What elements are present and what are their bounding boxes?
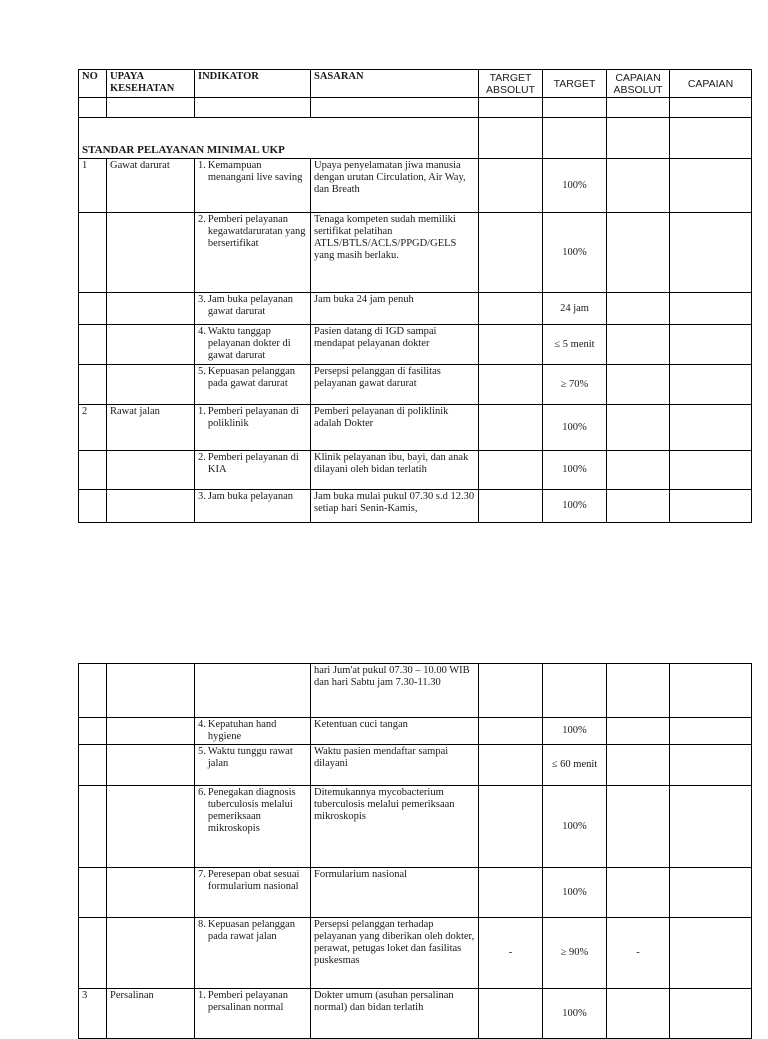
row-no — [79, 451, 107, 490]
row-no — [79, 718, 107, 745]
table-row — [79, 918, 752, 989]
header-capaian: CAPAIAN — [670, 70, 752, 98]
row-capaian-absolut — [607, 786, 670, 868]
row-capaian — [670, 989, 752, 1039]
table-row — [79, 451, 752, 490]
indikator-number: 6. — [198, 787, 206, 798]
row-sasaran: hari Jum'at pukul 07.30 – 10.00 WIB dan hari Sabtu jam 7.30-11.30 — [311, 664, 479, 718]
row-target-absolut — [479, 405, 543, 451]
row-upaya — [107, 490, 195, 523]
indikator-number: 7. — [198, 869, 206, 880]
row-target-absolut — [479, 664, 543, 718]
header-upaya: UPAYA KESEHATAN — [107, 70, 195, 98]
indikator-number: 2. — [198, 214, 206, 225]
row-target: 100% — [543, 989, 607, 1039]
row-target: 100% — [543, 213, 607, 293]
row-capaian — [670, 786, 752, 868]
row-capaian — [670, 490, 752, 523]
table-row — [79, 786, 752, 868]
row-capaian-absolut — [607, 325, 670, 365]
row-indikator — [195, 490, 311, 523]
row-indikator — [195, 664, 311, 718]
row-sasaran: Upaya penyelamatan jiwa manusia dengan urutan Circulation, Air Way, dan Breath — [311, 159, 479, 213]
row-indikator — [195, 718, 311, 745]
row-upaya — [107, 786, 195, 868]
indikator-number: 4. — [198, 326, 206, 337]
row-capaian — [670, 293, 752, 325]
row-target: 100% — [543, 405, 607, 451]
row-capaian-absolut — [607, 405, 670, 451]
row-target — [543, 664, 607, 718]
row-capaian — [670, 325, 752, 365]
indikator-number: 5. — [198, 746, 206, 757]
row-sasaran: Jam buka 24 jam penuh — [311, 293, 479, 325]
spm-table-1 — [78, 69, 752, 523]
header-indikator: INDIKATOR — [195, 70, 311, 98]
row-indikator — [195, 745, 311, 786]
row-no: 2 — [79, 405, 107, 451]
row-target-absolut — [479, 490, 543, 523]
row-target: 100% — [543, 490, 607, 523]
row-target-absolut — [479, 989, 543, 1039]
row-capaian — [670, 918, 752, 989]
row-target-absolut — [479, 293, 543, 325]
row-capaian — [670, 159, 752, 213]
row-capaian — [670, 664, 752, 718]
indikator-number: 1. — [198, 406, 206, 417]
indikator-number: 1. — [198, 990, 206, 1001]
row-target-absolut — [479, 365, 543, 405]
header-no: NO — [79, 70, 107, 98]
table-row — [79, 664, 752, 718]
table-row — [79, 159, 752, 213]
indikator-number: 3. — [198, 294, 206, 305]
indikator-number: 5. — [198, 366, 206, 377]
row-upaya — [107, 868, 195, 918]
row-target-absolut — [479, 745, 543, 786]
row-upaya — [107, 325, 195, 365]
row-target: ≥ 70% — [543, 365, 607, 405]
row-indikator — [195, 405, 311, 451]
row-indikator — [195, 213, 311, 293]
row-capaian — [670, 213, 752, 293]
row-sasaran: Tenaga kompeten sudah memiliki sertifikat pelatihan ATLS/BTLS/ACLS/PPGD/GELS yang masih berlaku. — [311, 213, 479, 293]
row-upaya: Persalinan — [107, 989, 195, 1039]
row-capaian-absolut: - — [607, 918, 670, 989]
table-row — [79, 213, 752, 293]
row-upaya: Gawat darurat — [107, 159, 195, 213]
indikator-text: Waktu tunggu rawat jalan — [207, 746, 293, 769]
row-no — [79, 786, 107, 868]
table-row — [79, 490, 752, 523]
row-no: 3 — [79, 989, 107, 1039]
row-capaian-absolut — [607, 451, 670, 490]
row-capaian — [670, 451, 752, 490]
row-capaian-absolut — [607, 718, 670, 745]
row-target: 100% — [543, 786, 607, 868]
row-target: ≥ 90% — [543, 918, 607, 989]
row-indikator — [195, 451, 311, 490]
row-upaya — [107, 918, 195, 989]
indikator-text: Pemberi pelayanan di KIA — [207, 452, 299, 475]
table-row — [79, 718, 752, 745]
row-sasaran: Klinik pelayanan ibu, bayi, dan anak dilayani oleh bidan terlatih — [311, 451, 479, 490]
row-capaian-absolut — [607, 989, 670, 1039]
spm-table-2 — [78, 663, 752, 1039]
row-sasaran: Ditemukannya mycobacterium tuberculosis melalui pemeriksaan mikroskopis — [311, 786, 479, 868]
row-no — [79, 664, 107, 718]
row-capaian — [670, 718, 752, 745]
row-target: 24 jam — [543, 293, 607, 325]
row-capaian — [670, 868, 752, 918]
row-upaya — [107, 664, 195, 718]
row-capaian-absolut — [607, 365, 670, 405]
indikator-number: 1. — [198, 160, 206, 171]
row-target-absolut — [479, 213, 543, 293]
row-indikator — [195, 786, 311, 868]
row-sasaran: Ketentuan cuci tangan — [311, 718, 479, 745]
row-upaya — [107, 213, 195, 293]
row-indikator — [195, 293, 311, 325]
row-sasaran: Jam buka mulai pukul 07.30 s.d 12.30 setiap hari Senin-Kamis, — [311, 490, 479, 523]
row-target: 100% — [543, 159, 607, 213]
row-sasaran: Waktu pasien mendaftar sampai dilayani — [311, 745, 479, 786]
row-no — [79, 918, 107, 989]
row-capaian-absolut — [607, 745, 670, 786]
row-target-absolut — [479, 786, 543, 868]
row-target: 100% — [543, 718, 607, 745]
row-indikator — [195, 989, 311, 1039]
indikator-number: 8. — [198, 919, 206, 930]
header-capaian-absolut: CAPAIAN ABSOLUT — [607, 70, 670, 98]
row-indikator — [195, 868, 311, 918]
row-upaya — [107, 745, 195, 786]
row-capaian — [670, 745, 752, 786]
row-upaya — [107, 365, 195, 405]
indikator-text: Pemberi pelayanan di poliklinik — [207, 406, 299, 429]
header-target-absolut: TARGET ABSOLUT — [479, 70, 543, 98]
section-row — [79, 118, 752, 159]
table-row — [79, 745, 752, 786]
row-capaian-absolut — [607, 159, 670, 213]
row-no — [79, 365, 107, 405]
row-target: ≤ 5 menit — [543, 325, 607, 365]
indikator-number: 4. — [198, 719, 206, 730]
row-upaya — [107, 293, 195, 325]
row-no — [79, 213, 107, 293]
indikator-text: Peresepan obat sesuai formularium nasional — [207, 869, 300, 892]
blank-row — [79, 98, 752, 118]
row-capaian — [670, 365, 752, 405]
indikator-text: Penegakan diagnosis tuberculosis melalui pemeriksaan mikroskopis — [207, 787, 296, 834]
indikator-text: Kepuasan pelanggan pada gawat darurat — [207, 366, 296, 389]
indikator-text: Kepuasan pelanggan pada rawat jalan — [207, 919, 296, 942]
table-row — [79, 868, 752, 918]
row-no — [79, 745, 107, 786]
row-capaian-absolut — [607, 664, 670, 718]
row-target-absolut — [479, 325, 543, 365]
row-capaian — [670, 405, 752, 451]
table-2-body — [79, 664, 752, 1039]
indikator-number: 2. — [198, 452, 206, 463]
row-sasaran: Persepsi pelanggan terhadap pelayanan yang diberikan oleh dokter, perawat, petugas loket dan fasilitas puskesmas — [311, 918, 479, 989]
indikator-text: Kemampuan menangani live saving — [207, 160, 303, 183]
row-no — [79, 490, 107, 523]
row-target-absolut — [479, 718, 543, 745]
header-sasaran: SASARAN — [311, 70, 479, 98]
table-row — [79, 989, 752, 1039]
indikator-text: Kepatuhan hand hygiene — [207, 719, 277, 742]
table-row — [79, 365, 752, 405]
table-1-body — [79, 159, 752, 523]
indikator-text: Jam buka pelayanan — [207, 491, 294, 502]
row-upaya — [107, 451, 195, 490]
table-row — [79, 325, 752, 365]
row-upaya: Rawat jalan — [107, 405, 195, 451]
row-no — [79, 868, 107, 918]
header-target: TARGET — [543, 70, 607, 98]
section-title: STANDAR PELAYANAN MINIMAL UKP — [79, 118, 479, 159]
row-target-absolut — [479, 868, 543, 918]
row-capaian-absolut — [607, 213, 670, 293]
row-capaian-absolut — [607, 490, 670, 523]
row-target-absolut — [479, 451, 543, 490]
row-target-absolut — [479, 159, 543, 213]
indikator-text: Pemberi pelayanan kegawatdaruratan yang bersertifikat — [207, 214, 306, 249]
row-capaian-absolut — [607, 868, 670, 918]
row-sasaran: Persepsi pelanggan di fasilitas pelayanan gawat darurat — [311, 365, 479, 405]
table-row — [79, 405, 752, 451]
indikator-text: Waktu tanggap pelayanan dokter di gawat darurat — [207, 326, 291, 361]
row-capaian-absolut — [607, 293, 670, 325]
indikator-text: Jam buka pelayanan gawat darurat — [207, 294, 294, 317]
row-indikator — [195, 325, 311, 365]
row-sasaran: Pasien datang di IGD sampai mendapat pelayanan dokter — [311, 325, 479, 365]
row-indikator — [195, 159, 311, 213]
row-sasaran: Dokter umum (asuhan persalinan normal) dan bidan terlatih — [311, 989, 479, 1039]
header-row — [79, 70, 752, 98]
table-row — [79, 293, 752, 325]
row-upaya — [107, 718, 195, 745]
row-sasaran: Pemberi pelayanan di poliklinik adalah Dokter — [311, 405, 479, 451]
row-sasaran: Formularium nasional — [311, 868, 479, 918]
row-target: 100% — [543, 451, 607, 490]
indikator-number: 3. — [198, 491, 206, 502]
row-indikator — [195, 918, 311, 989]
row-no — [79, 325, 107, 365]
row-target-absolut: - — [479, 918, 543, 989]
row-target: ≤ 60 menit — [543, 745, 607, 786]
indikator-text: Pemberi pelayanan persalinan normal — [207, 990, 289, 1013]
row-no: 1 — [79, 159, 107, 213]
row-target: 100% — [543, 868, 607, 918]
row-indikator — [195, 365, 311, 405]
row-no — [79, 293, 107, 325]
